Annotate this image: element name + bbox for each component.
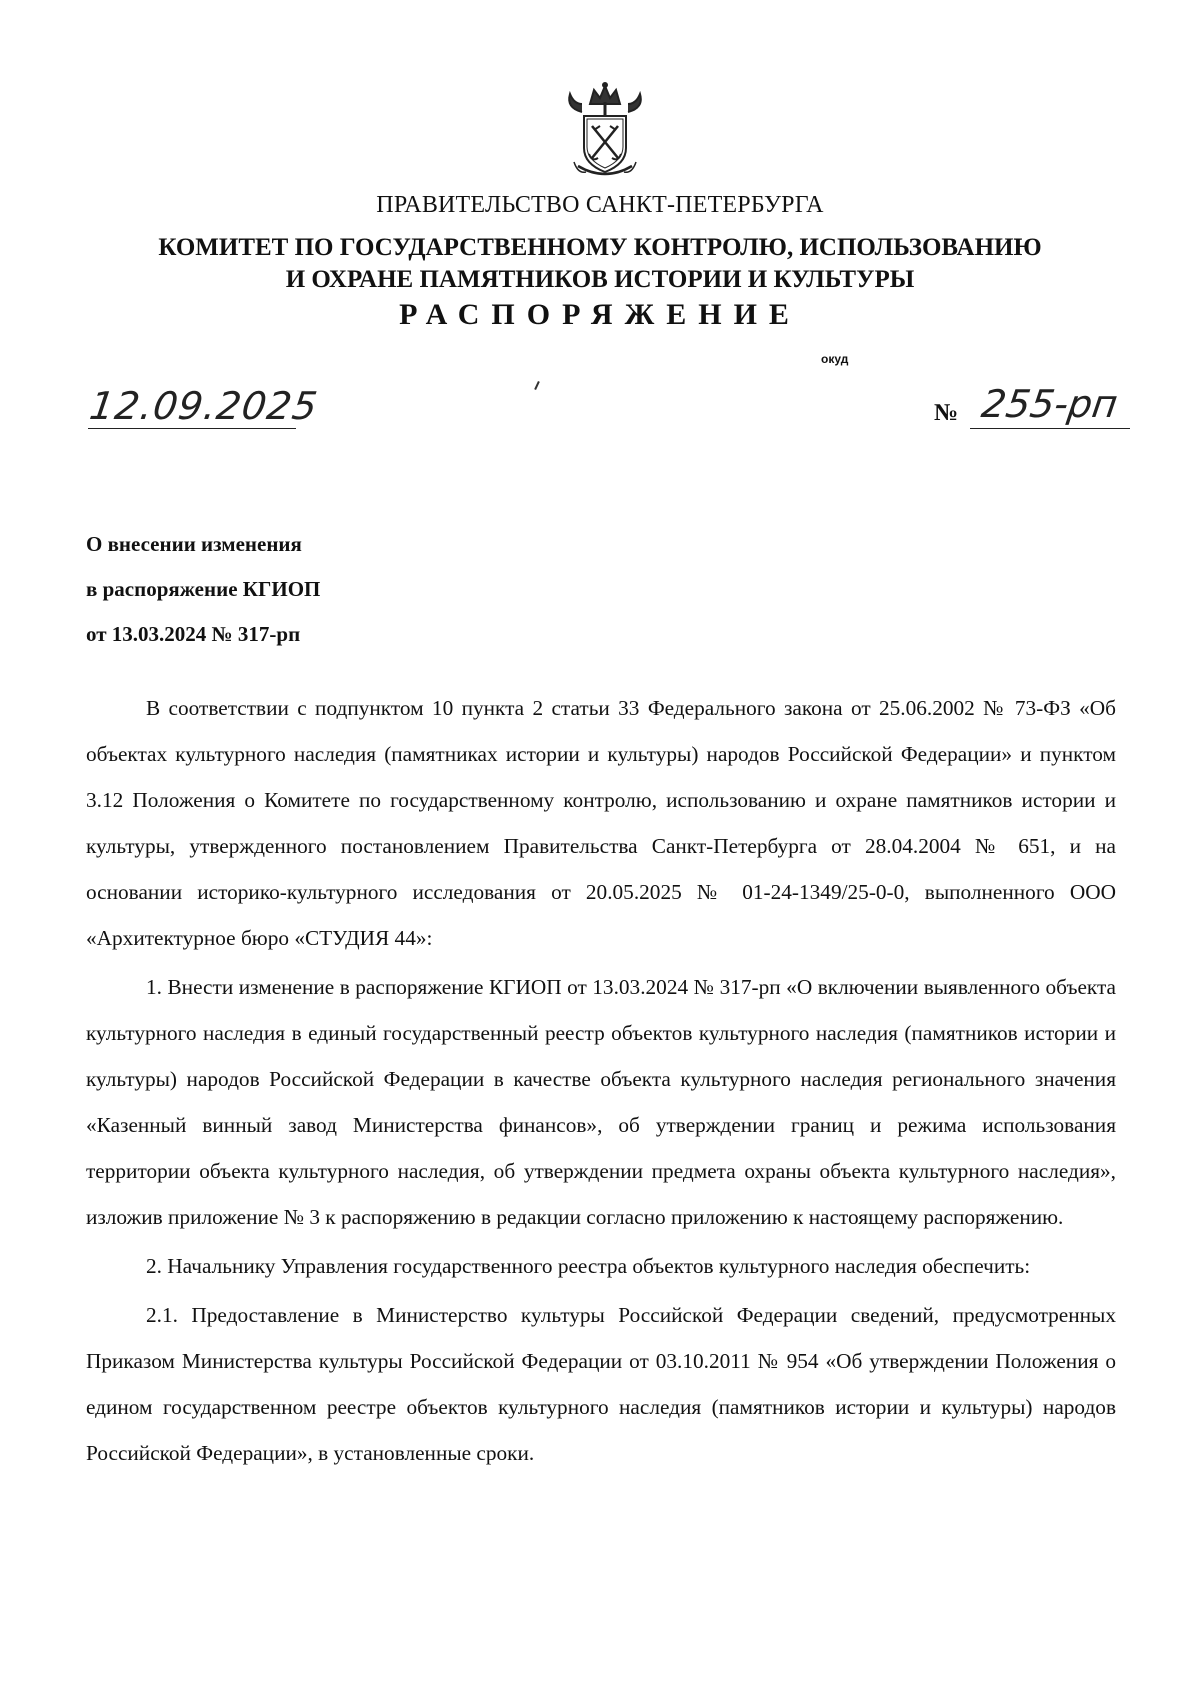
stray-mark (534, 381, 540, 390)
handwritten-date: 12.09.2025 (86, 384, 321, 428)
subject-line: от 13.03.2024 № 317-рп (86, 622, 301, 646)
body-paragraph-item-2-1: 2.1. Предоставление в Министерство культуры Российской Федерации сведений, предусмотренных Приказом Министерства культуры Российской Федерации от 03.10.2011 № 954 «Об утверждении Положения о едином государственном реестре объектов культурного наследия (памятников истории и культуры) народов Российской Федерации», в установленные сроки. (86, 1303, 1116, 1465)
body-paragraph-preamble: В соответствии с подпунктом 10 пункта 2 статьи 33 Федерального закона от 25.06.2002 № 73-ФЗ «Об объектах культурного наследия (памятниках истории и культуры) народов Российской Федерации» и пунктом 3.12 Положения о Комитете по государственному контролю, использованию и охране памятников истории и культуры, утвержденного постановлением Правительства Санкт-Петербурга от 28.04.2004 № 651, и на основании историко-культурного исследования от 20.05.2025 № 01-24-1349/25-0-0, выполненного ООО «Архитектурное бюро «СТУДИЯ 44»: (86, 696, 1116, 950)
subject-line: О внесении изменения (86, 532, 302, 556)
body-paragraph-item-1: 1. Внести изменение в распоряжение КГИОП от 13.03.2024 № 317-рп «О включении выявленного объекта культурного наследия в единый государственный реестр объектов культурного наследия (памятников истории и культуры) народов Российской Федерации в качестве объекта культурного наследия регионального значения «Казенный винный завод Министерства финансов», об утверждении границ и режима использования территории объекта культурного наследия, об утверждении предмета охраны объекта культурного наследия», изложив приложение № 3 к распоряжению в редакции согласно приложению к настоящему распоряжению. (86, 975, 1116, 1229)
committee-title (0, 232, 1200, 296)
government-title: ПРАВИТЕЛЬСТВО САНКТ-ПЕТЕРБУРГА (376, 192, 824, 218)
document-subject (86, 522, 320, 657)
committee-title-line2: И ОХРАНЕ ПАМЯТНИКОВ ИСТОРИИ И КУЛЬТУРЫ (285, 266, 915, 293)
coat-of-arms-icon (560, 82, 650, 182)
subject-line: в распоряжение КГИОП (86, 577, 321, 601)
number-underline (970, 428, 1130, 429)
number-label: № (934, 400, 959, 426)
document-type: РАСПОРЯЖЕНИЕ (399, 298, 801, 331)
okud-label: окуд (821, 352, 849, 366)
handwritten-number: 255-рп (978, 382, 1121, 426)
document-body (86, 685, 1116, 1476)
date-underline (88, 428, 296, 429)
committee-title-line1: КОМИТЕТ ПО ГОСУДАРСТВЕННОМУ КОНТРОЛЮ, ИСПОЛЬЗОВАНИЮ (158, 234, 1042, 261)
body-paragraph-item-2: 2. Начальнику Управления государственного реестра объектов культурного наследия обеспечить: (146, 1254, 1031, 1278)
